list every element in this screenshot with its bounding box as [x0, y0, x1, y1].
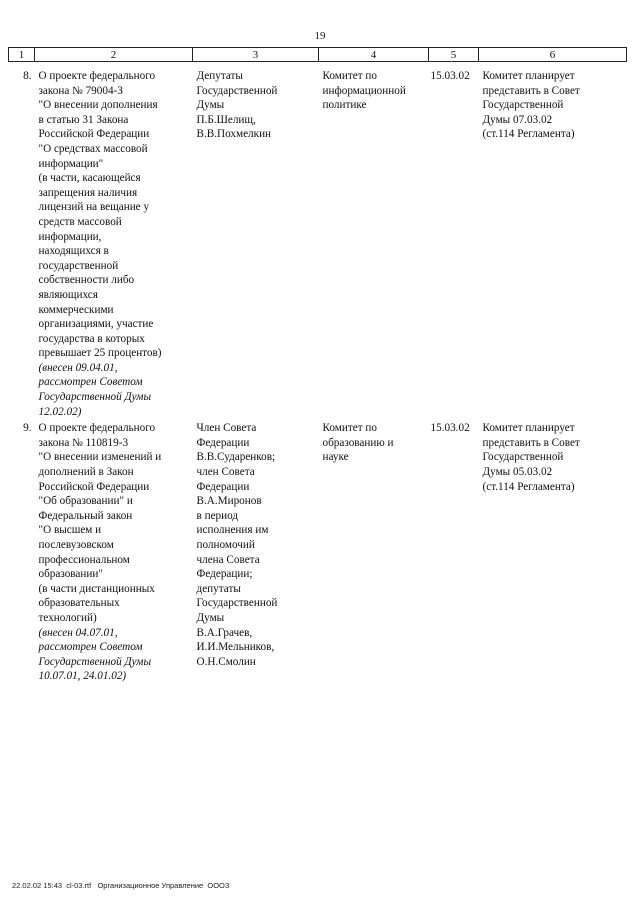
row-number: 9. — [23, 422, 32, 435]
bill-subject-line: государства в которых — [38, 332, 145, 345]
responsible-committee — [319, 62, 429, 420]
bill-authors-line: Государственной — [196, 597, 278, 610]
bill-subject-line: О проекте федерального — [38, 422, 156, 435]
bill-authors-line: Член Совета — [196, 422, 257, 435]
bill-subject-line: превышает 25 процентов) — [38, 347, 162, 360]
column-number: 4 — [319, 48, 429, 62]
bill-authors — [193, 62, 319, 420]
bill-authors-line: Федерации — [196, 480, 250, 493]
column-number: 5 — [429, 48, 479, 62]
bill-status-line: (ст.114 Регламента) — [482, 128, 575, 141]
bill-subject-line: "О внесении дополнения — [38, 99, 158, 112]
bill-status-line: Думы 05.03.02 — [482, 466, 553, 479]
row-number: 8. — [23, 70, 32, 82]
responsible-committee-line: науке — [322, 451, 349, 464]
bill-subject-line: О проекте федерального — [38, 70, 156, 82]
column-number: 3 — [193, 48, 319, 62]
bill-status-line: Комитет планирует — [482, 422, 575, 435]
bill-subject-line: "О внесении изменений и — [38, 451, 162, 464]
bill-status-line: Государственной — [482, 451, 564, 464]
responsible-committee-line: политике — [322, 99, 367, 112]
bill-authors-line: В.А.Миронов — [196, 495, 262, 508]
bill-subject-line: коммерческими — [38, 303, 114, 316]
bill-status-line: Комитет планирует — [482, 70, 575, 82]
bill-note-line: Государственной Думы — [38, 391, 152, 404]
responsible-committee-line: образованию и — [322, 436, 394, 449]
review-date: 15.03.02 — [430, 422, 470, 435]
bill-status — [479, 419, 627, 684]
bill-subject-line: закона № 110819-3 — [38, 436, 129, 449]
responsible-committee-line: Комитет по — [322, 70, 377, 82]
bill-subject-line: дополнений в Закон — [38, 466, 134, 479]
bill-authors-line: депутаты — [196, 582, 241, 595]
bill-status-line: Государственной — [482, 99, 564, 112]
bill-subject-line: (в части, касающейся — [38, 172, 141, 185]
bill-status-line: представить в Совет — [482, 84, 580, 97]
bill-subject-line: информации" — [38, 157, 104, 170]
table-row — [9, 62, 627, 420]
bill-authors — [193, 419, 319, 684]
bill-status-line: (ст.114 Регламента) — [482, 480, 575, 493]
bill-subject-line: Федеральный закон — [38, 509, 133, 522]
bill-authors-line: В.В.Похмелкин — [196, 128, 272, 141]
bills-table — [8, 47, 627, 684]
bill-authors-line: Думы — [196, 611, 225, 624]
bill-note-line: рассмотрен Советом — [38, 376, 143, 389]
column-number: 1 — [9, 48, 35, 62]
bill-subject-line: запрещения наличия — [38, 186, 138, 199]
bill-subject-line: информации, — [38, 230, 102, 243]
bill-subject-line: "О высшем и — [38, 524, 102, 537]
bill-subject-line: послевузовском — [38, 539, 114, 551]
bill-subject-line: профессиональном — [38, 553, 130, 566]
bill-authors-line: П.Б.Шелищ, — [196, 113, 256, 126]
bill-subject-line: средств массовой — [38, 215, 122, 228]
bill-subject-line: в статью 31 Закона — [38, 113, 129, 126]
bill-subject-line: образовании" — [38, 568, 103, 581]
bill-status-line: Думы 07.03.02 — [482, 113, 553, 126]
column-number-row — [9, 48, 627, 62]
bill-authors-line: Депутаты — [196, 70, 243, 82]
column-number: 2 — [35, 48, 193, 62]
review-date: 15.03.02 — [430, 70, 470, 82]
bill-authors-line: член Совета — [196, 466, 255, 479]
responsible-committee-line: информационной — [322, 84, 406, 97]
bill-authors-line: в период — [196, 509, 239, 522]
bill-subject-line: "Об образовании" и — [38, 495, 133, 508]
bill-authors-line: Государственной — [196, 84, 278, 97]
column-number: 6 — [479, 48, 627, 62]
bill-authors-line: В.А.Грачев, — [196, 626, 253, 639]
bill-authors-line: В.В.Сударенков; — [196, 451, 276, 464]
bill-note-line: (внесен 09.04.01, — [38, 361, 118, 374]
bill-subject-line: находящихся в — [38, 245, 109, 258]
bill-authors-line: члена Совета — [196, 553, 260, 566]
bill-note-line: 12.02.02) — [38, 405, 82, 418]
bill-subject — [35, 62, 193, 420]
bill-note-line: рассмотрен Советом — [38, 641, 143, 654]
bill-authors-line: О.Н.Смолин — [196, 655, 256, 668]
bill-authors-line: Федерации; — [196, 568, 253, 581]
bill-subject-line: организациями, участие — [38, 318, 154, 331]
responsible-committee-line: Комитет по — [322, 422, 377, 435]
bill-note-line: (внесен 04.07.01, — [38, 626, 118, 639]
bill-subject-line: лицензий на вещание у — [38, 201, 150, 214]
bill-status — [479, 62, 627, 420]
bill-note-line: Государственной Думы — [38, 655, 152, 668]
bill-subject-line: образовательных — [38, 597, 120, 610]
bill-status-line: представить в Совет — [482, 436, 580, 449]
bill-subject-line: государственной — [38, 259, 119, 272]
bill-subject-line: "О средствах массовой — [38, 142, 148, 155]
bill-subject-line: закона № 79004-3 — [38, 84, 123, 97]
print-footer: 22.02.02 15:43 cl-03.rtf Организационное Управление ОООЗ — [12, 881, 230, 890]
bill-authors-line: полномочий — [196, 539, 255, 551]
table-row — [9, 419, 627, 684]
bill-subject-line: технологий) — [38, 611, 97, 624]
bill-authors-line: Думы — [196, 99, 225, 112]
bill-authors-line: исполнения им — [196, 524, 269, 537]
bill-subject — [35, 419, 193, 684]
bill-authors-line: Федерации — [196, 436, 250, 449]
bill-subject-line: Российской Федерации — [38, 480, 150, 493]
bill-note-line: 10.07.01, 24.01.02) — [38, 670, 127, 683]
page-number: 19 — [314, 30, 326, 42]
bill-subject-line: (в части дистанционных — [38, 582, 155, 595]
bill-subject-line: являющихся — [38, 288, 98, 301]
bill-authors-line: И.И.Мельников, — [196, 641, 275, 654]
responsible-committee — [319, 419, 429, 684]
bill-subject-line: Российской Федерации — [38, 128, 150, 141]
bill-subject-line: собственности либо — [38, 274, 135, 287]
